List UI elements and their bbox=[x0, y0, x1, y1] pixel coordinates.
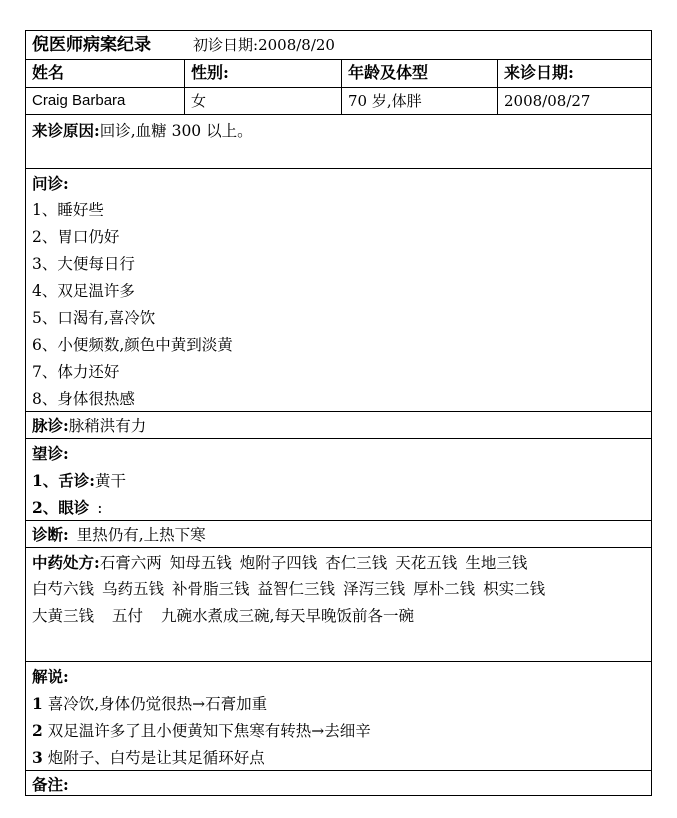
diagnosis-section bbox=[26, 520, 651, 547]
prescription-line-2 bbox=[32, 576, 645, 603]
pulse-text: 脉稍洪有力 bbox=[68, 417, 147, 435]
inquiry-item: 7、体力还好 bbox=[32, 363, 120, 381]
inquiry-item: 2、胃口仍好 bbox=[32, 228, 120, 246]
observation-block bbox=[32, 440, 645, 521]
first-visit-date: 2008/8/20 bbox=[258, 36, 335, 54]
diagnosis-block bbox=[32, 521, 645, 548]
inquiry-item: 6、小便频数,颜色中黄到淡黄 bbox=[32, 336, 233, 354]
herb-item: 生地三钱 bbox=[465, 554, 528, 572]
inquiry-item: 5、口渴有,喜冷饮 bbox=[32, 309, 156, 327]
prescription-line-1 bbox=[32, 549, 645, 576]
diagnosis-label: 诊断: bbox=[32, 525, 69, 544]
explanation-block bbox=[32, 663, 645, 771]
age-body-header: 年龄及体型 bbox=[341, 60, 497, 87]
first-visit-label: 初诊日期: bbox=[193, 36, 259, 54]
herb-item: 补骨脂三钱 bbox=[172, 580, 250, 598]
herb-item: 天花五钱 bbox=[395, 554, 458, 572]
record-title: 倪医师病案纪录 bbox=[32, 35, 151, 55]
header-row bbox=[26, 31, 651, 59]
patient-name: Craig Barbara bbox=[32, 92, 126, 109]
inquiry-label: 问诊: bbox=[32, 174, 69, 193]
reason-label: 来诊原因: bbox=[32, 121, 100, 140]
info-value-row bbox=[26, 87, 651, 114]
reason-section bbox=[26, 114, 651, 168]
explanation-item bbox=[32, 717, 645, 744]
herb-item: 知母五钱 bbox=[169, 554, 232, 572]
inquiry-section bbox=[26, 168, 651, 411]
explanation-number: 1 bbox=[32, 694, 43, 713]
prescription-block bbox=[32, 549, 645, 630]
info-header-row bbox=[26, 59, 651, 87]
explanation-number: 2 bbox=[32, 721, 43, 740]
herb-item: 石膏六两 bbox=[99, 554, 162, 572]
visit-date-header: 来诊日期: bbox=[497, 60, 651, 87]
prescription-label: 中药处方: bbox=[32, 553, 100, 572]
preparation-instructions: 九碗水煮成三碗,每天早晚饭前各一碗 bbox=[161, 607, 414, 625]
explanation-text: 炮附子、白芍是让其足循环好点 bbox=[47, 749, 265, 767]
diagnosis-text: 里热仍有,上热下寒 bbox=[76, 526, 206, 544]
inquiry-item: 1、睡好些 bbox=[32, 201, 104, 219]
tongue-label: 1、舌诊: bbox=[32, 471, 96, 490]
prescription-section bbox=[26, 547, 651, 661]
notes-label: 备注: bbox=[32, 775, 69, 794]
herb-item: 泽泻三钱 bbox=[343, 580, 406, 598]
pulse-section bbox=[26, 411, 651, 438]
patient-gender: 女 bbox=[184, 88, 341, 114]
observation-label: 望诊: bbox=[32, 444, 69, 463]
herb-item: 杏仁三钱 bbox=[325, 554, 388, 572]
inquiry-item: 3、大便每日行 bbox=[32, 255, 135, 273]
header-cell bbox=[26, 31, 651, 59]
tongue-text: 黄干 bbox=[95, 472, 127, 490]
herb-item: 枳实二钱 bbox=[483, 580, 546, 598]
explanation-item bbox=[32, 744, 645, 771]
pulse-label: 脉诊: bbox=[32, 416, 69, 435]
observation-section bbox=[26, 438, 651, 520]
herb-item: 炮附子四钱 bbox=[239, 554, 318, 572]
notes-section bbox=[26, 770, 651, 795]
notes-block bbox=[32, 771, 645, 798]
medical-record-form bbox=[25, 30, 652, 796]
patient-age-body: 70 岁,体胖 bbox=[341, 88, 497, 114]
gender-header: 性别: bbox=[184, 60, 341, 87]
herb-item: 益智仁三钱 bbox=[257, 580, 336, 598]
explanation-text: 双足温许多了且小便黄知下焦寒有转热→去细辛 bbox=[47, 722, 371, 740]
dose-count: 五付 bbox=[112, 607, 144, 625]
inquiry-item: 8、身体很热感 bbox=[32, 390, 135, 408]
explanation-section bbox=[26, 661, 651, 770]
inquiry-block bbox=[32, 170, 645, 413]
herb-item: 大黄三钱 bbox=[32, 607, 95, 625]
reason-block bbox=[32, 117, 645, 144]
visit-date: 2008/08/27 bbox=[497, 88, 651, 114]
reason-text: 回诊,血糖 300 以上。 bbox=[99, 122, 253, 140]
eye-text: : bbox=[97, 499, 103, 517]
explanation-label: 解说: bbox=[32, 667, 69, 686]
herb-item: 乌药五钱 bbox=[102, 580, 165, 598]
prescription-line-3 bbox=[32, 603, 645, 630]
herb-item: 白芍六钱 bbox=[32, 580, 95, 598]
inquiry-item: 4、双足温许多 bbox=[32, 282, 135, 300]
explanation-number: 3 bbox=[32, 748, 43, 767]
explanation-text: 喜冷饮,身体仍觉很热→石膏加重 bbox=[47, 695, 268, 713]
eye-label: 2、眼诊 bbox=[32, 498, 90, 517]
pulse-block bbox=[32, 412, 645, 439]
herb-item: 厚朴二钱 bbox=[413, 580, 476, 598]
explanation-item bbox=[32, 690, 645, 717]
name-header: 姓名 bbox=[32, 63, 65, 82]
